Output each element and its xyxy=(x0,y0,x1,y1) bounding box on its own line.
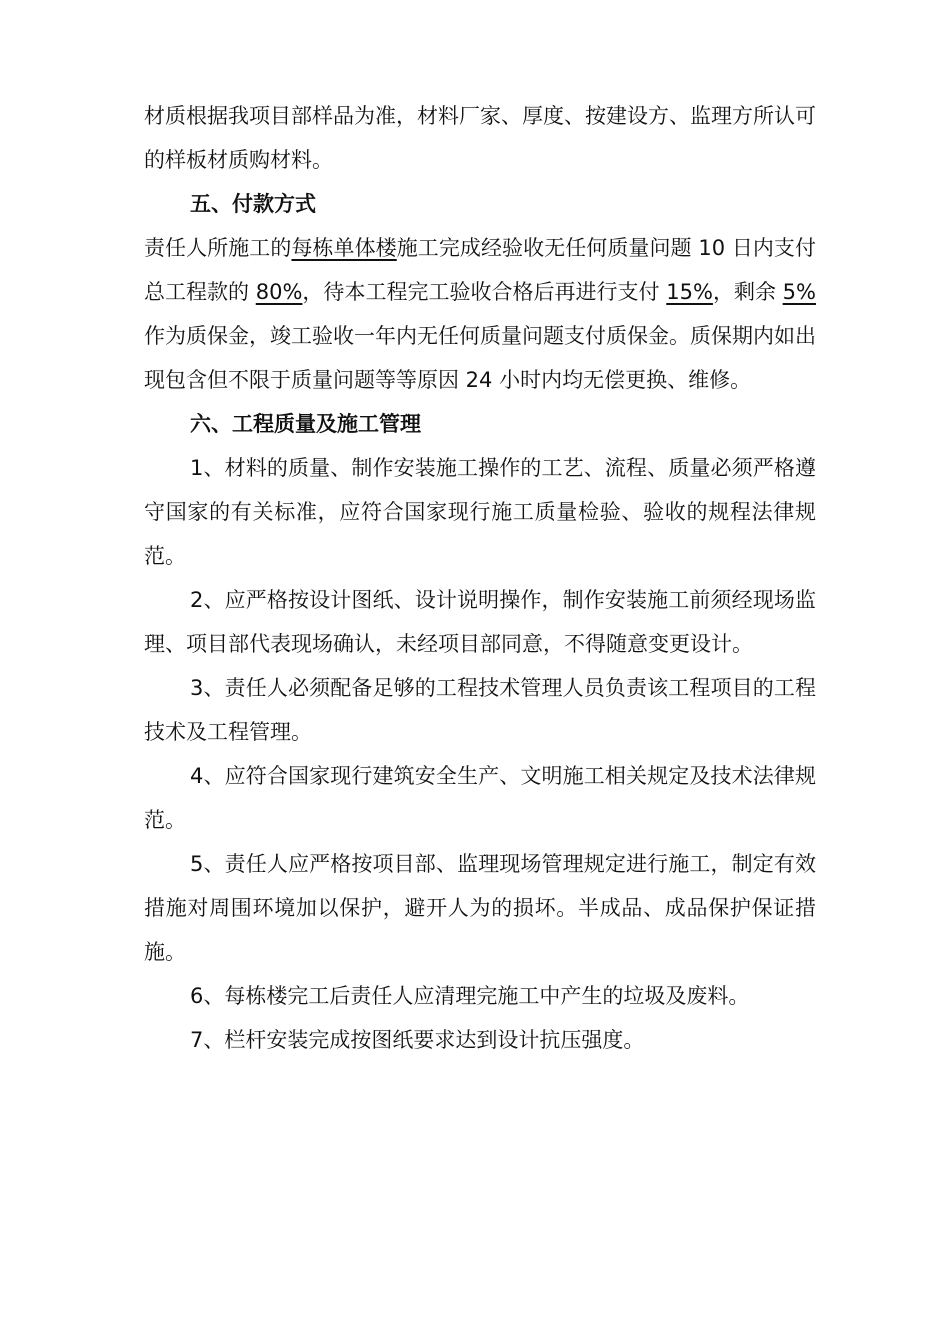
payment-unit-underlined: 每栋单体楼 xyxy=(291,236,397,260)
quality-item: 4、应符合国家现行建筑安全生产、文明施工相关规定及技术法律规范。 xyxy=(144,764,816,832)
quality-item: 1、材料的质量、制作安装施工操作的工艺、流程、质量必须严格遵守国家的有关标准，应符合国家现行施工质量检验、验收的规程法律规范。 xyxy=(144,456,816,568)
payment-text-5: 作为质保金，竣工验收一年内无任何质量问题支付质保金。质保期内如出现包含但不限于质量问题等等原因 24 小时内均无偿更换、维修。 xyxy=(144,324,816,392)
payment-text-1: 责任人所施工的 xyxy=(144,236,292,260)
payment-text-2: 施工完成经验收无任何质量问题 10 日内支付总工程款的 xyxy=(144,236,816,304)
section-6-heading: 六、工程质量及施工管理 xyxy=(190,412,421,436)
payment-text-3: ，待本工程完工验收合格后再进行支付 xyxy=(302,280,667,304)
payment-percent-80: 80% xyxy=(255,280,303,304)
intro-paragraph: 材质根据我项目部样品为准，材料厂家、厚度、按建设方、监理方所认可的样板材质购材料。 xyxy=(144,104,816,172)
document-body xyxy=(144,94,816,1062)
section-5-heading: 五、付款方式 xyxy=(190,192,316,216)
payment-percent-15: 15% xyxy=(666,280,713,304)
quality-item: 3、责任人必须配备足够的工程技术管理人员负责该工程项目的工程技术及工程管理。 xyxy=(144,676,816,744)
quality-item: 2、应严格按设计图纸、设计说明操作，制作安装施工前须经现场监理、项目部代表现场确认，未经项目部同意，不得随意变更设计。 xyxy=(144,588,816,656)
quality-item: 7、栏杆安装完成按图纸要求达到设计抗压强度。 xyxy=(190,1028,645,1052)
payment-percent-5: 5% xyxy=(782,280,816,304)
quality-item: 5、责任人应严格按项目部、监理现场管理规定进行施工，制定有效措施对周围环境加以保护，避开人为的损坏。半成品、成品保护保证措施。 xyxy=(144,852,816,964)
quality-item: 6、每栋楼完工后责任人应清理完施工中产生的垃圾及废料。 xyxy=(190,984,750,1008)
payment-text-4: ，剩余 xyxy=(712,280,783,304)
payment-terms-paragraph xyxy=(144,226,816,402)
